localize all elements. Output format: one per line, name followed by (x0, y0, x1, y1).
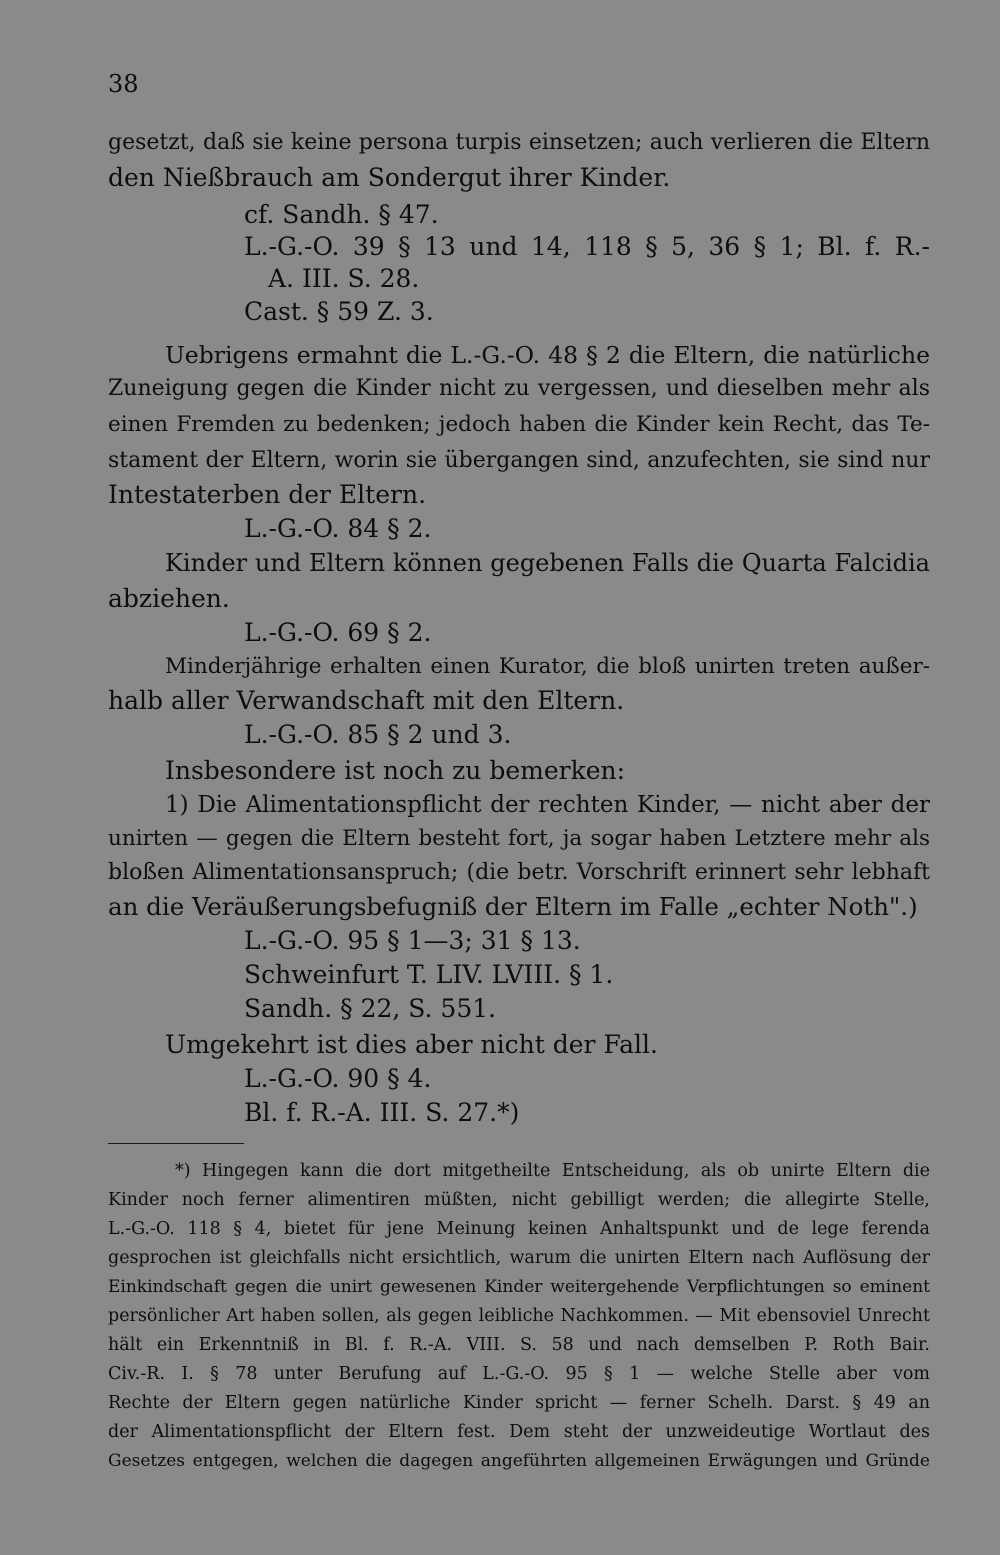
page-number: 38 (108, 70, 139, 98)
citation-line: A. III. S. 28. (268, 264, 420, 293)
text-line: einen Fremden zu bedenken; jedoch haben die Kinder kein Recht, das Te- (108, 412, 930, 437)
text-line: Uebrigens ermahnt die L.-G.-O. 48 § 2 die Eltern, die natürliche (165, 341, 930, 369)
footnote-line: Kinder noch ferner alimentiren müßten, nicht gebilligt werden; die allegirte Stelle, (108, 1190, 930, 1210)
footnote-line: persönlicher Art haben sollen, als gegen leibliche Nachkommen. — Mit ebensoviel Unrecht (108, 1306, 930, 1326)
citation-line: L.-G.-O. 95 § 1—3; 31 § 13. (244, 926, 581, 955)
text-line: Kinder und Eltern können gegebenen Falls die Quarta Falcidia (165, 549, 930, 577)
footnote-line: *) Hingegen kann die dort mitgetheilte Entscheidung, als ob unirte Eltern die (175, 1161, 930, 1181)
text-line: abziehen. (108, 584, 230, 613)
text-line: unirten — gegen die Eltern besteht fort, ja sogar haben Letztere mehr als (108, 826, 930, 851)
citation-line: Sandh. § 22, S. 551. (244, 994, 497, 1023)
citation-line: cf. Sandh. § 47. (244, 200, 439, 229)
citation-line: L.-G.-O. 84 § 2. (244, 514, 432, 543)
citation-line: Bl. f. R.-A. III. S. 27.*) (244, 1098, 520, 1127)
footnote-line: Gesetzes entgegen, welchen die dagegen angeführten allgemeinen Erwägungen und Gründe (108, 1451, 930, 1471)
text-line: Zuneigung gegen die Kinder nicht zu vergessen, und dieselben mehr als (108, 376, 930, 401)
citation-line: L.-G.-O. 90 § 4. (244, 1064, 432, 1093)
footnote-line: hält ein Erkenntniß in Bl. f. R.-A. VIII. S. 58 und nach demselben P. Roth Bair. (108, 1335, 930, 1355)
text-line: Umgekehrt ist dies aber nicht der Fall. (165, 1030, 658, 1059)
citation-line: Schweinfurt T. LIV. LVIII. § 1. (244, 960, 614, 989)
text-line: den Nießbrauch am Sondergut ihrer Kinder. (108, 163, 671, 192)
text-line: gesetzt, daß sie keine persona turpis einsetzen; auch verlieren die Eltern (108, 130, 930, 155)
footnote-line: der Alimentationspflicht der Eltern fest. Dem steht der unzweideutige Wortlaut des (108, 1422, 930, 1442)
text-line: Intestaterben der Eltern. (108, 480, 427, 509)
citation-line: L.-G.-O. 39 § 13 und 14, 118 § 5, 36 § 1; Bl. f. R.- (244, 232, 930, 261)
text-line: halb aller Verwandschaft mit den Eltern. (108, 686, 625, 715)
citation-line: Cast. § 59 Z. 3. (244, 297, 434, 326)
footnote-line: gesprochen ist gleichfalls nicht ersichtlich, warum die unirten Eltern nach Auflösung der (108, 1248, 930, 1268)
footnote-line: Einkindschaft gegen die unirt gewesenen Kinder weitergehende Verpflichtungen so eminent (108, 1277, 930, 1297)
text-line: bloßen Alimentationsanspruch; (die betr. Vorschrift erinnert sehr lebhaft (108, 860, 930, 885)
text-line: stament der Eltern, worin sie übergangen sind, anzufechten, sie sind nur (108, 448, 930, 473)
text-line: Minderjährige erhalten einen Kurator, die bloß unirten treten außer- (165, 654, 930, 679)
citation-line: L.-G.-O. 69 § 2. (244, 618, 432, 647)
footnote-line: Rechte der Eltern gegen natürliche Kinder spricht — ferner Schelh. Darst. § 49 an (108, 1393, 930, 1413)
text-line: 1) Die Alimentationspflicht der rechten Kinder, — nicht aber der (165, 792, 930, 818)
text-line: an die Veräußerungsbefugniß der Eltern im Falle „echter Noth".) (108, 892, 918, 921)
footnote-rule (108, 1143, 244, 1144)
footnote-line: Civ.-R. I. § 78 unter Berufung auf L.-G.-O. 95 § 1 — welche Stelle aber vom (108, 1364, 930, 1384)
text-line: Insbesondere ist noch zu bemerken: (165, 756, 626, 785)
citation-line: L.-G.-O. 85 § 2 und 3. (244, 720, 512, 749)
footnote-line: L.-G.-O. 118 § 4, bietet für jene Meinung keinen Anhaltspunkt und de lege ferenda (108, 1219, 930, 1239)
